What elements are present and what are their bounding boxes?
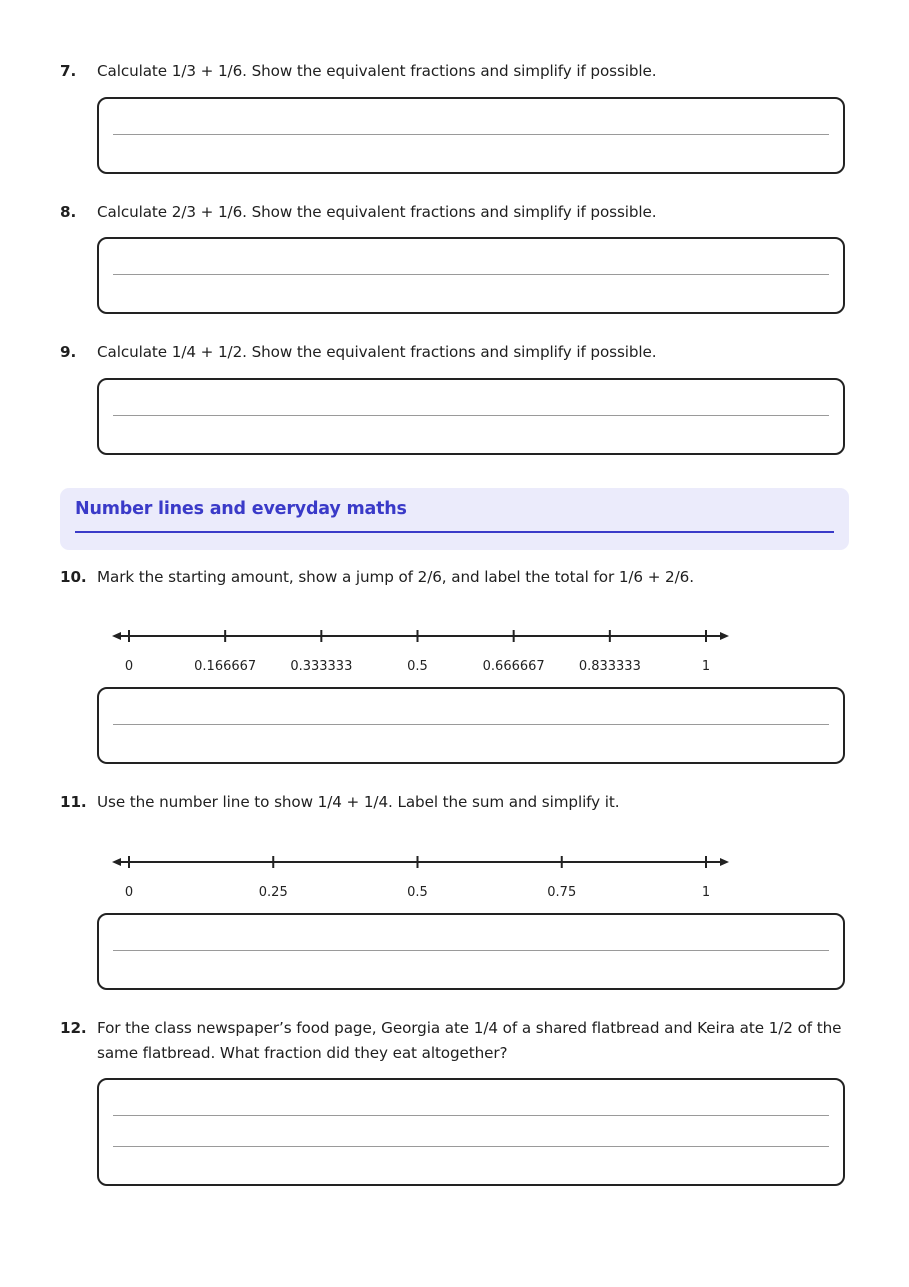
tick-label: 0.5 [407,659,428,674]
answer-line [113,950,829,951]
answer-line [113,724,829,725]
section-rule [75,531,834,533]
tick-label: 0.333333 [290,659,353,674]
question-text: Calculate 1/3 + 1/6. Show the equivalent fractions and simplify if possible. [97,62,657,80]
tick-label: 0.666667 [482,659,545,674]
answer-line [113,415,829,416]
answer-box-9[interactable] [97,378,845,455]
question-number: 11. [60,793,87,811]
answer-line [113,1146,829,1147]
right-arrow-icon [720,858,729,866]
right-arrow-icon [720,632,729,640]
answer-box-8[interactable] [97,237,845,314]
tick-label: 0.75 [547,885,577,900]
tick-label: 0.5 [407,885,428,900]
tick-label: 0 [124,659,134,674]
question-number: 8. [60,203,77,221]
tick-label: 0 [124,885,134,900]
section-title: Number lines and everyday maths [75,499,407,519]
answer-box-12[interactable] [97,1078,845,1186]
question-text: For the class newspaper’s food page, Georgia ate 1/4 of a shared flatbread and Keira ate 1/2 of the same flatbread. What fraction did they eat altogether? [97,1019,842,1062]
question-number: 9. [60,343,77,361]
answer-line [113,1115,829,1116]
question-text: Mark the starting amount, show a jump of 2/6, and label the total for 1/6 + 2/6. [97,568,694,586]
tick-label: 0.25 [258,885,288,900]
tick-label: 0.166667 [194,659,257,674]
answer-box-10[interactable] [97,687,845,764]
left-arrow-icon [112,858,121,866]
question-number: 7. [60,62,77,80]
question-text: Calculate 1/4 + 1/2. Show the equivalent fractions and simplify if possible. [97,343,657,361]
tick-label: 1 [701,885,711,900]
number-line-svg [108,628,733,648]
tick-label: 0.833333 [578,659,641,674]
number-line-10 [108,628,733,678]
answer-box-7[interactable] [97,97,845,174]
answer-box-11[interactable] [97,913,845,990]
left-arrow-icon [112,632,121,640]
number-line-11 [108,854,733,904]
section-header [60,488,849,550]
question-text: Use the number line to show 1/4 + 1/4. Label the sum and simplify it. [97,793,620,811]
number-line-svg [108,854,733,874]
answer-line [113,134,829,135]
tick-label: 1 [701,659,711,674]
question-number: 10. [60,568,87,586]
question-text: Calculate 2/3 + 1/6. Show the equivalent fractions and simplify if possible. [97,203,657,221]
answer-line [113,274,829,275]
question-number: 12. [60,1019,87,1037]
